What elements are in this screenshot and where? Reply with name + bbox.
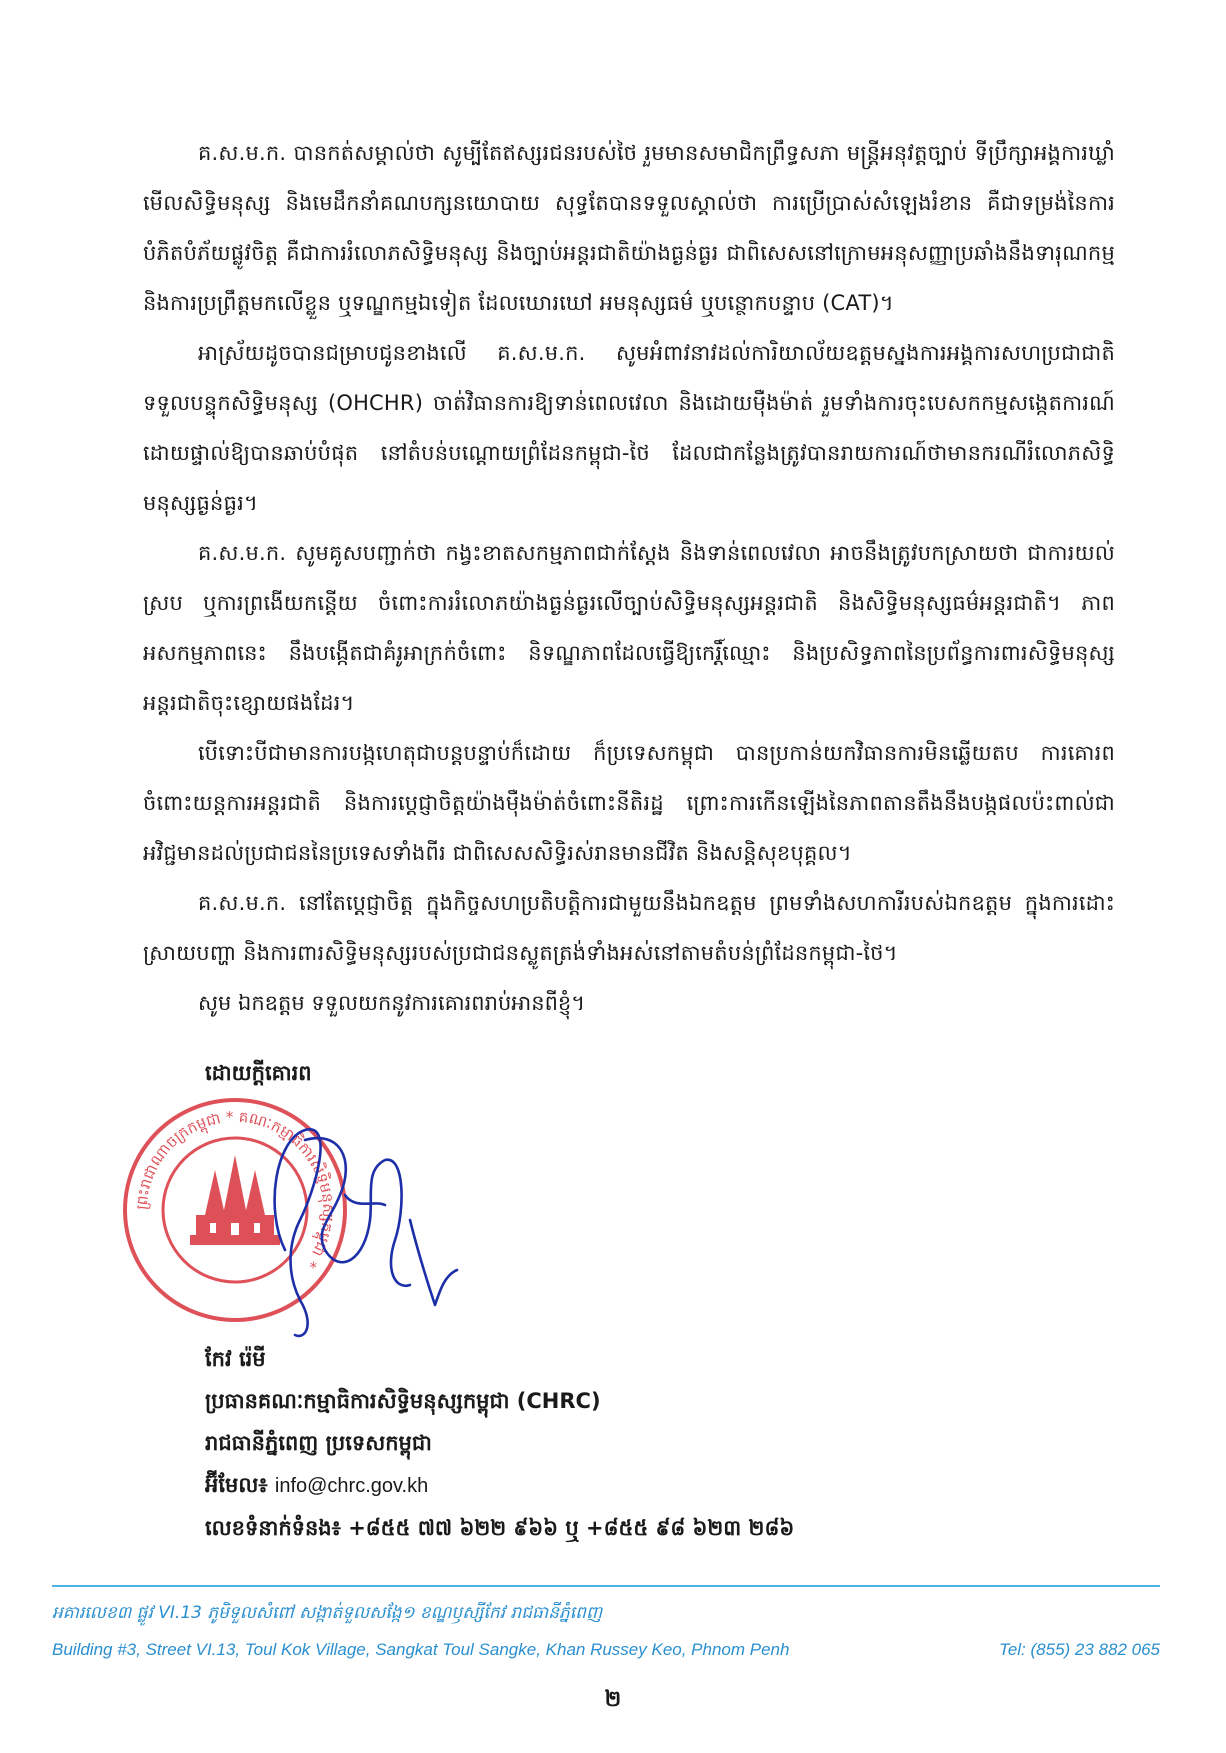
footer-telephone: Tel: (855) 23 882 065 xyxy=(999,1640,1160,1659)
phone-numbers: +៨៥៥ ៧៧ ៦២២ ៩៦៦ ឬ +៨៥៥ ៩៨ ៦២៣ ២៨៦ xyxy=(348,1516,795,1540)
paragraph-2: អាស្រ័យដូចបានជម្រាបជូនខាងលើ គ.ស.ម.ក. សូមអំពាវនាវដល់ការិយាល័យឧត្តមស្នងការអង្គការសហប្រជាជាតិទទួលបន្ទុកសិទ្ធិមនុស្ស (OHCHR) ចាត់វិធានការឱ្យទាន់ពេលវេលា និងដោយម៉ឺងម៉ាត់ រួមទាំងការចុះបេសកកម្មសង្កេតការណ៍ដោយផ្ទាល់ឱ្យបានឆាប់បំផុត នៅតំបន់បណ្តោយព្រំដែនកម្ពុជា-ថៃ ដែលជាកន្លែងត្រូវបានរាយការណ៍ថាមានករណីរំលោភសិទ្ធិមនុស្សធ្ងន់ធ្ងរ។ xyxy=(143,341,1115,515)
letter-body xyxy=(143,128,1115,1028)
signatory-name: កែវ រ៉េមី xyxy=(205,1347,266,1371)
signatory-details xyxy=(205,1338,1065,1549)
signatory-email-row xyxy=(205,1464,1065,1507)
paragraph-3: គ.ស.ម.ក. សូមគូសបញ្ជាក់ថា កង្វះខាតសកម្មភាពជាក់ស្តែង និងទាន់ពេលវេលា អាចនឹងត្រូវបកស្រាយថា ជាការយល់ស្រប ឬការព្រងើយកន្តើយ ចំពោះការរំលោភយ៉ាងធ្ងន់ធ្ងរលើច្បាប់សិទ្ធិមនុស្សអន្តរជាតិ និងសិទ្ធិមនុស្សធម៌អន្តរជាតិ។ ភាពអសកម្មភាពនេះ នឹងបង្កើតជាគំរូអាក្រក់ចំពោះ និទណ្ឌភាពដែលធ្វើឱ្យកេរ្តិ៍ឈ្មោះ និងប្រសិទ្ធភាពនៃប្រព័ន្ធការពារសិទ្ធិមនុស្សអន្តរជាតិចុះខ្សោយផងដែរ។ xyxy=(143,541,1115,715)
paragraph-1: គ.ស.ម.ក. បានកត់សម្គាល់ថា សូម្បីតែឥស្សរជនរបស់ថៃ រួមមានសមាជិកព្រឹទ្ធសភា មន្ត្រីអនុវត្តច្បាប់ ទីប្រឹក្សាអង្គការឃ្លាំមើលសិទ្ធិមនុស្ស និងមេដឹកនាំគណបក្សនយោបាយ សុទ្ធតែបានទទួលស្គាល់ថា ការប្រើប្រាស់សំឡេងរំខាន គឺជាទម្រង់នៃការបំភិតបំភ័យផ្លូវចិត្ត គឺជាការរំលោភសិទ្ធិមនុស្ស និងច្បាប់អន្តរជាតិយ៉ាងធ្ងន់ធ្ងរ ជាពិសេសនៅក្រោមអនុសញ្ញាប្រឆាំងនឹងទារុណកម្ម និងការប្រព្រឹត្តមកលើខ្លួន ឬទណ្ឌកម្មឯទៀត ដែលឃោរឃៅ អមនុស្សធម៌ ឬបន្ថោកបន្ទាប (CAT)។ xyxy=(143,141,1115,315)
svg-text:ព្រះរាជាណាចក្រកម្ពុជា * គណៈកម្: ព្រះរាជាណាចក្រកម្ពុជា * គណៈកម្មាធិការសិទ្ធិមនុស្សកម្ពុជា * xyxy=(132,1107,338,1272)
footer-address-khmer: អគារលេខ៣ ផ្លូវ VI.13 ភូមិទួលសំពៅ សង្កាត់ទួលសង្កែ១ ខណ្ឌឫស្សីកែវ រាជធានីភ្នំពេញ xyxy=(52,1603,603,1623)
page-number: ២ xyxy=(604,1687,622,1712)
email-label: អ៊ីមែល៖ xyxy=(205,1473,268,1497)
phone-label: លេខទំនាក់ទំនង៖ xyxy=(205,1516,341,1540)
email-link[interactable]: info@chrc.gov.kh xyxy=(274,1475,429,1497)
footer-address-english-row xyxy=(52,1640,1160,1660)
signatory-title: ប្រធានគណៈកម្មាធិការសិទ្ធិមនុស្សកម្ពុជា (CHRC) xyxy=(205,1389,601,1413)
handwritten-signature xyxy=(245,1100,465,1340)
footer-address-english: Building #3, Street VI.13, Toul Kok Village, Sangkat Toul Sangke, Khan Russey Keo, Phnom Penh xyxy=(52,1640,790,1659)
signatory-location: រាជធានីភ្នំពេញ ប្រទេសកម្ពុជា xyxy=(205,1431,432,1455)
closing-line: សូម ឯកឧត្តម ទទួលយកនូវការគោរពរាប់អានពីខ្ញុំ។ xyxy=(198,991,586,1015)
footer-divider xyxy=(52,1585,1160,1587)
regards-text: ដោយក្តីគោរព xyxy=(205,1061,312,1085)
paragraph-4: បើទោះបីជាមានការបង្កហេតុជាបន្តបន្ទាប់ក៏ដោយ ក៏ប្រទេសកម្ពុជា បានប្រកាន់យកវិធានការមិនឆ្លើយតប ការគោរពចំពោះយន្តការអន្តរជាតិ និងការប្តេជ្ញាចិត្តយ៉ាងម៉ឺងម៉ាត់ចំពោះនីតិរដ្ឋ ព្រោះការកើនឡើងនៃភាពតានតឹងនឹងបង្កផលប៉ះពាល់ជាអវិជ្ជមានដល់ប្រជាជននៃប្រទេសទាំងពីរ ជាពិសេសសិទ្ធិរស់រានមានជីវិត និងសន្តិសុខបុគ្គល។ xyxy=(143,741,1115,865)
paragraph-5: គ.ស.ម.ក. នៅតែប្តេជ្ញាចិត្ត ក្នុងកិច្ចសហប្រតិបត្តិការជាមួយនឹងឯកឧត្តម ព្រមទាំងសហការីរបស់ឯកឧត្តម ក្នុងការដោះស្រាយបញ្ហា និងការពារសិទ្ធិមនុស្សរបស់ប្រជាជនស្លូតត្រង់ទាំងអស់នៅតាមតំបន់ព្រំដែនកម្ពុជា-ថៃ។ xyxy=(143,891,1115,965)
signatory-phone-row xyxy=(205,1507,1065,1549)
